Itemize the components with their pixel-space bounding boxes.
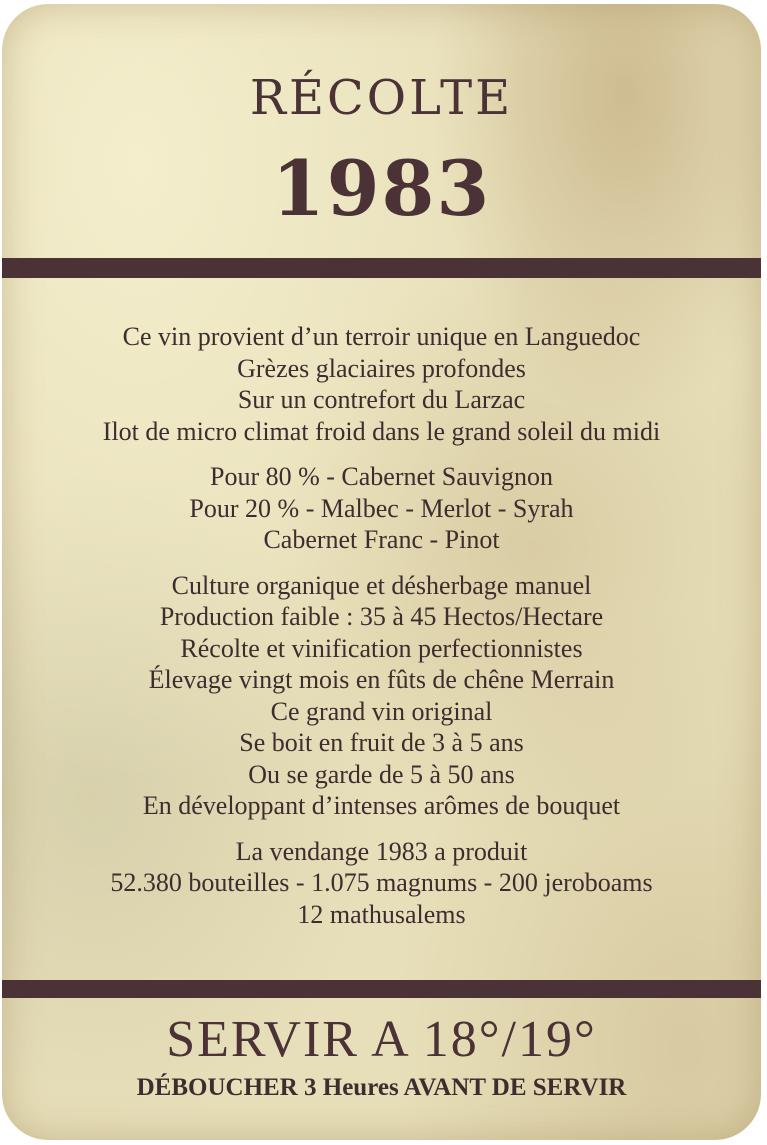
text-line: Ce grand vin original [270,696,493,726]
production-paragraph [2,836,761,931]
text-line: Ce vin provient d’un terroir unique en Languedoc [122,322,641,351]
text-line: 52.380 bouteilles - 1.075 magnums - 200 jeroboams [110,868,653,897]
top-divider [2,258,761,278]
text-line: Récolte et vinification perfectionnistes [180,633,583,663]
text-line: Cabernet Franc - Pinot [263,525,500,554]
bottom-divider [2,980,761,998]
text-line: La vendange 1983 a produit [235,836,528,866]
label-description [2,321,761,944]
uncorking-instruction: DÉBOUCHER 3 Heures AVANT DE SERVIR [136,1074,627,1101]
text-line: En développant d’intenses arômes de bouquet [142,791,621,820]
cultivation-paragraph [2,570,761,822]
text-line: Ou se garde de 5 à 50 ans [248,759,515,789]
text-line: Production faible : 35 à 45 Hectos/Hectare [159,602,604,631]
text-line: Se boit en fruit de 3 à 5 ans [239,728,524,757]
vintage-year: 1983 [271,144,492,233]
text-line: Sur un contrefort du Larzac [237,385,526,414]
text-line: Élevage vingt mois en fûts de chêne Merrain [148,665,615,694]
text-line: Culture organique et désherbage manuel [171,570,592,600]
text-line: 12 mathusalems [297,899,466,929]
text-line: Pour 80 % - Cabernet Sauvignon [209,462,553,491]
text-line: Ilot de micro climat froid dans le grand soleil du midi [102,416,661,446]
grape-varieties-paragraph [2,461,761,556]
wine-label [2,4,761,1140]
text-line: Grèzes glaciaires profondes [237,353,526,383]
serving-temperature: SERVIR A 18°/19° [166,1011,597,1068]
label-title: RÉCOLTE [249,70,514,126]
terroir-paragraph [2,321,761,447]
text-line: Pour 20 % - Malbec - Merlot - Syrah [189,493,574,523]
